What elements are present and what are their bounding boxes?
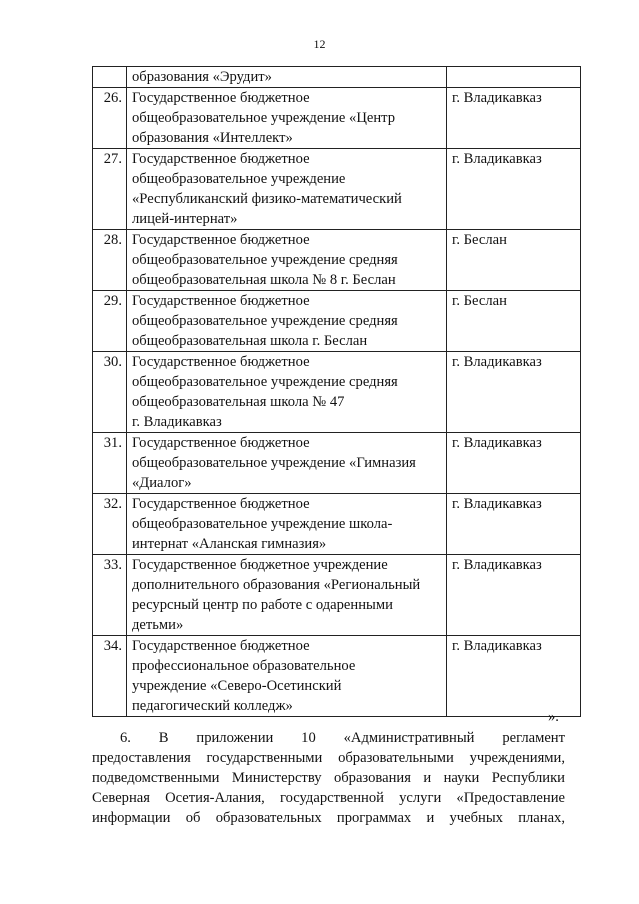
row-number: 34. [93, 636, 127, 717]
paragraph-line: подведомственными Министерству образования и науки Республики [92, 770, 565, 786]
row-number: 27. [93, 149, 127, 230]
table-row [93, 291, 581, 352]
institution-city: г. Беслан [447, 291, 581, 352]
institution-name-line: Государственное бюджетное [132, 435, 310, 451]
table-body [93, 67, 581, 717]
institution-name-line: г. Владикавказ [132, 414, 222, 430]
institution-city [447, 67, 581, 88]
institution-city: г. Владикавказ [447, 88, 581, 149]
institution-city: г. Владикавказ [447, 555, 581, 636]
institution-name-line: детьми» [132, 617, 184, 633]
institution-name-line: интернат «Аланская гимназия» [132, 536, 327, 552]
institution-name-line: образования «Эрудит» [132, 69, 272, 85]
institution-name [127, 291, 447, 352]
institution-name [127, 88, 447, 149]
institution-name-line: общеобразовательное учреждение «Гимназия [132, 455, 416, 471]
institution-name [127, 149, 447, 230]
row-number [93, 67, 127, 88]
institution-name [127, 230, 447, 291]
table-row [93, 636, 581, 717]
institution-name-line: общеобразовательная школа № 8 г. Беслан [132, 272, 396, 288]
paragraph-line: информации об образовательных программах и учебных планах, [92, 810, 565, 826]
institution-city: г. Владикавказ [447, 149, 581, 230]
paragraph-line: предоставления государственными образовательными учреждениями, [92, 750, 565, 766]
row-number: 28. [93, 230, 127, 291]
institution-name-line: общеобразовательное учреждение средняя [132, 374, 398, 390]
table-row [93, 88, 581, 149]
closing-quote: ». [548, 709, 559, 725]
paragraph-line: 6. В приложении 10 «Административный регламент [120, 730, 565, 746]
institution-name-line: профессиональное образовательное [132, 658, 356, 674]
institution-name-line: «Республиканский физико-математический [132, 191, 402, 207]
institution-name-line: общеобразовательное учреждение школа- [132, 516, 393, 532]
institution-name-line: общеобразовательное учреждение средняя [132, 313, 398, 329]
institution-name-line: дополнительного образования «Региональный [132, 577, 421, 593]
institution-name-line: учреждение «Северо-Осетинский [132, 678, 342, 694]
institution-city: г. Владикавказ [447, 352, 581, 433]
institution-name-line: Государственное бюджетное [132, 496, 310, 512]
institution-name-line: Государственное бюджетное учреждение [132, 557, 388, 573]
row-number: 26. [93, 88, 127, 149]
institution-name-line: общеобразовательная школа № 47 [132, 394, 345, 410]
institution-name-line: педагогический колледж» [132, 698, 293, 714]
table-row [93, 149, 581, 230]
institution-name-line: Государственное бюджетное [132, 232, 310, 248]
institution-name-line: лицей-интернат» [132, 211, 238, 227]
row-number: 31. [93, 433, 127, 494]
institution-name-line: общеобразовательное учреждение [132, 171, 346, 187]
institution-city: г. Владикавказ [447, 636, 581, 717]
institutions-table [92, 66, 581, 717]
institution-name-line: Государственное бюджетное [132, 90, 310, 106]
table-row [93, 555, 581, 636]
institution-name [127, 352, 447, 433]
institution-name-line: Государственное бюджетное [132, 293, 310, 309]
row-number: 32. [93, 494, 127, 555]
institution-city: г. Владикавказ [447, 494, 581, 555]
institution-name-line: общеобразовательное учреждение средняя [132, 252, 398, 268]
institution-name-line: образования «Интеллект» [132, 130, 293, 146]
table-row [93, 494, 581, 555]
institution-city: г. Владикавказ [447, 433, 581, 494]
institution-name [127, 636, 447, 717]
paragraph-line: Северная Осетия-Алания, государственной услуги «Предоставление [92, 790, 565, 806]
institution-name-line: ресурсный центр по работе с одаренными [132, 597, 393, 613]
institution-name [127, 494, 447, 555]
row-number: 29. [93, 291, 127, 352]
paragraph-item-6 [92, 728, 565, 828]
table-row [93, 433, 581, 494]
row-number: 33. [93, 555, 127, 636]
institution-name [127, 67, 447, 88]
table-row [93, 352, 581, 433]
institution-name-line: общеобразовательная школа г. Беслан [132, 333, 368, 349]
institution-name-line: Государственное бюджетное [132, 354, 310, 370]
institution-name [127, 433, 447, 494]
institution-city: г. Беслан [447, 230, 581, 291]
institution-name [127, 555, 447, 636]
institution-name-line: Государственное бюджетное [132, 638, 310, 654]
institution-name-line: «Диалог» [132, 475, 192, 491]
page-number: 12 [313, 37, 326, 51]
institution-name-line: Государственное бюджетное [132, 151, 310, 167]
row-number: 30. [93, 352, 127, 433]
institution-name-line: общеобразовательное учреждение «Центр [132, 110, 396, 126]
table-row [93, 230, 581, 291]
table-row [93, 67, 581, 88]
